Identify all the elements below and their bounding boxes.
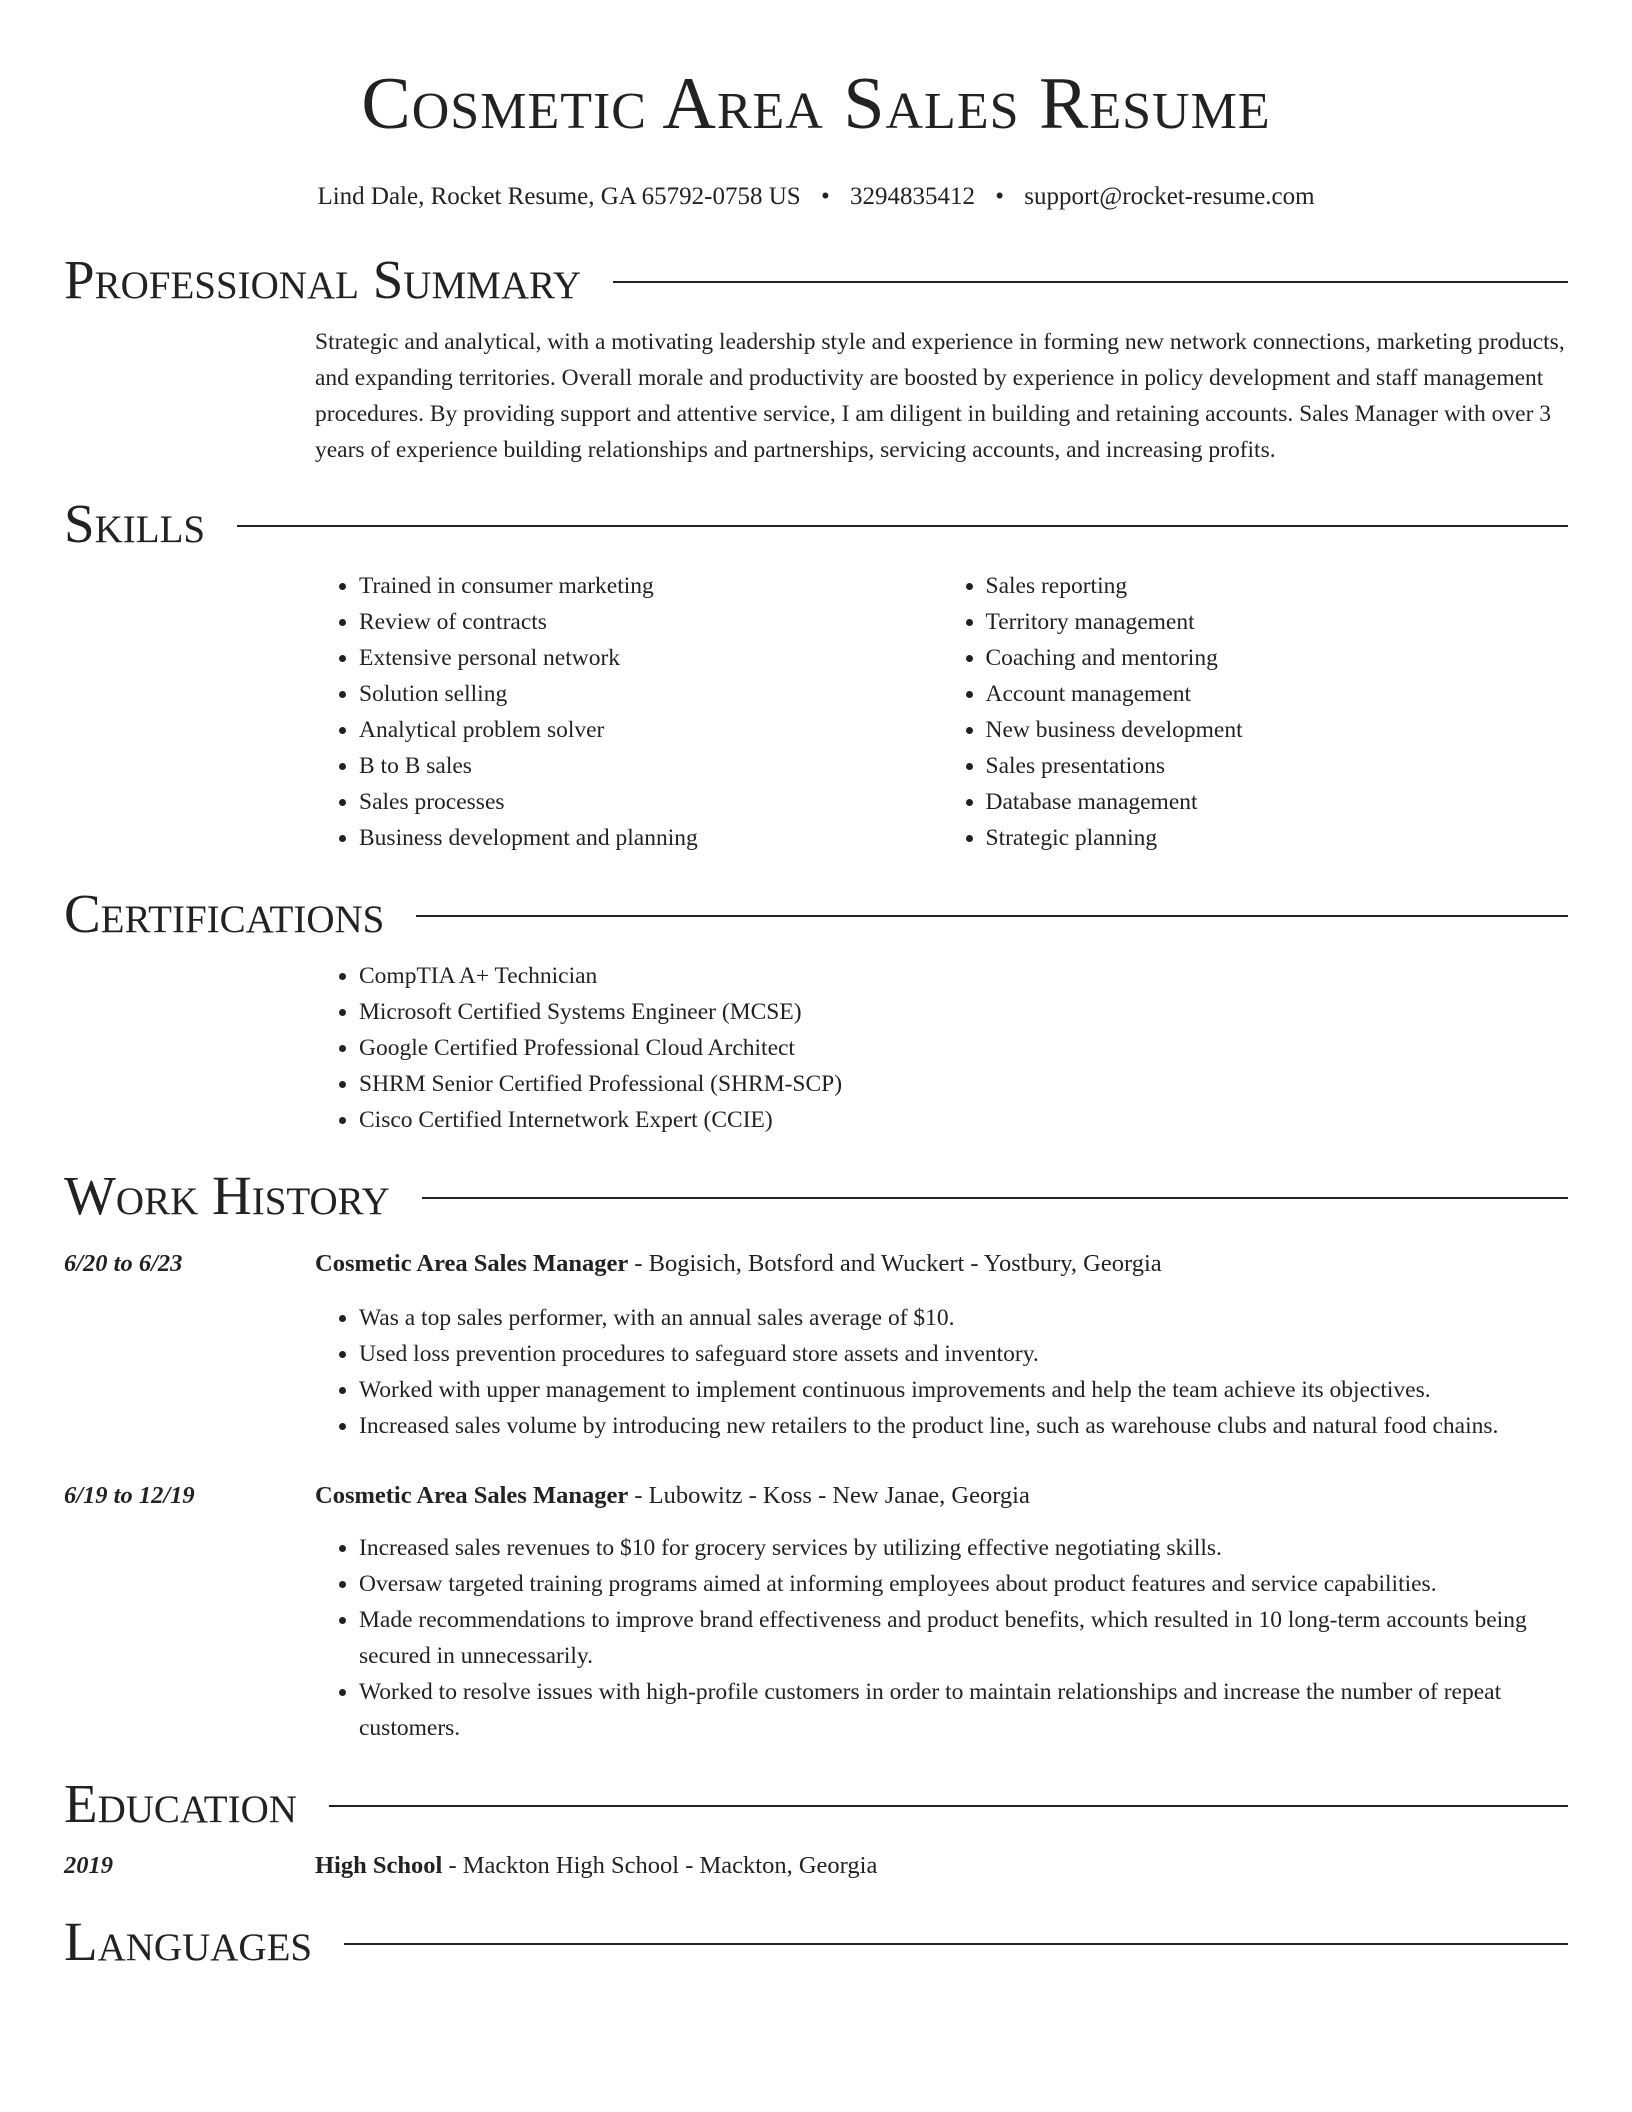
skill-item: • Extensive personal network [359,640,942,676]
resume-page [64,0,1568,1974]
skill-item: • Trained in consumer marketing [359,568,942,604]
section-divider [416,915,1568,917]
skill-item: • Solution selling [359,676,942,712]
job-title-line [315,1246,1162,1282]
certifications-list [315,958,1568,1138]
skill-item: • Coaching and mentoring [986,640,1569,676]
section-divider [237,525,1568,527]
certification-item: • Microsoft Certified Systems Engineer (MCSE) [359,994,1568,1030]
job-employer: - Bogisich, Botsford and Wuckert - Yostbury, Georgia [628,1249,1162,1277]
skills-list-right [942,568,1569,856]
languages-section-header [64,1910,1568,1974]
job-bullet: • Worked to resolve issues with high-profile customers in order to maintain relationships and increase the number of repeat customers. [359,1674,1568,1746]
contact-phone: 3294835412 [849,183,975,210]
education-heading: Education [64,1772,297,1834]
section-divider [613,281,1568,283]
job-dates: 6/19 to 12/19 [64,1481,195,1509]
resume-title: Cosmetic Area Sales Resume [361,63,1271,145]
work-section-header [64,1164,1568,1228]
certification-item: • Cisco Certified Internetwork Expert (CCIE) [359,1102,1568,1138]
skill-item: • Sales presentations [986,748,1569,784]
job-header [64,1478,1568,1514]
skills-section-header [64,492,1568,556]
job-bullet: • Used loss prevention procedures to safeguard store assets and inventory. [359,1336,1568,1372]
summary-section-header [64,248,1568,312]
summary-heading: Professional Summary [64,249,582,310]
job-dates: 6/20 to 6/23 [64,1249,183,1277]
job-bullets [315,1300,1568,1444]
work-heading: Work History [64,1164,390,1226]
skill-item: • New business development [986,712,1569,748]
skill-item: • B to B sales [359,748,942,784]
job-title: Cosmetic Area Sales Manager [315,1249,629,1277]
skill-item: • Sales reporting [986,568,1569,604]
summary-text: Strategic and analytical, with a motivating leadership style and experience in forming new network connections, marketing products, and expanding territories. Overall morale and productivity are boosted by experience in policy development and staff management procedures. By providing support and attentive service, I am diligent in building and retaining accounts. Sales Manager with over 3 years of experience building relationships and partnerships, servicing accounts, and increasing profits. [315,329,1565,463]
section-divider [329,1805,1568,1807]
education-row [64,1848,1568,1884]
job-header [64,1246,1568,1282]
job-employer: - Lubowitz - Koss - New Janae, Georgia [628,1481,1030,1509]
education-year: 2019 [64,1851,113,1879]
contact-separator: • [820,183,830,210]
skill-item: • Database management [986,784,1569,820]
certification-item: • Google Certified Professional Cloud Architect [359,1030,1568,1066]
section-divider [422,1197,1568,1199]
skill-item: • Strategic planning [986,820,1569,856]
skill-item: • Sales processes [359,784,942,820]
certification-item: • CompTIA A+ Technician [359,958,1568,994]
contact-line [64,180,1568,214]
job-bullet: • Oversaw targeted training programs aimed at informing employees about product features and service capabilities. [359,1566,1568,1602]
section-divider [344,1943,1568,1945]
skill-item: • Business development and planning [359,820,942,856]
skill-item: • Review of contracts [359,604,942,640]
skills-grid [315,568,1568,856]
certifications-heading: Certifications [64,882,385,944]
education-line [315,1848,877,1884]
job-title-line [315,1478,1030,1514]
education-degree: High School [315,1851,443,1879]
contact-email: support@rocket-resume.com [1024,183,1315,210]
skill-item: • Analytical problem solver [359,712,942,748]
skills-list-left [315,568,942,856]
education-section-header [64,1772,1568,1836]
job-bullet: • Increased sales volume by introducing new retailers to the product line, such as warehouse clubs and natural food chains. [359,1408,1568,1444]
job-bullet: • Was a top sales performer, with an annual sales average of $10. [359,1300,1568,1336]
certification-item: • SHRM Senior Certified Professional (SHRM-SCP) [359,1066,1568,1102]
contact-address: Lind Dale, Rocket Resume, GA 65792-0758 US [317,183,801,210]
skills-heading: Skills [64,492,206,554]
job-bullet: • Worked with upper management to implement continuous improvements and help the team achieve its objectives. [359,1372,1568,1408]
contact-separator: • [995,183,1004,210]
certifications-section-header [64,882,1568,946]
skill-item: • Territory management [986,604,1569,640]
skill-item: • Account management [986,676,1569,712]
languages-heading: Languages [64,1910,313,1972]
job-bullet: • Increased sales revenues to $10 for grocery services by utilizing effective negotiating skills. [359,1530,1568,1566]
job-bullet: • Made recommendations to improve brand effectiveness and product benefits, which resulted in 10 long-term accounts being secured in unnecessarily. [359,1602,1568,1674]
job-title: Cosmetic Area Sales Manager [315,1481,629,1509]
job-bullets [315,1530,1568,1746]
education-school: - Mackton High School - Mackton, Georgia [442,1851,878,1879]
